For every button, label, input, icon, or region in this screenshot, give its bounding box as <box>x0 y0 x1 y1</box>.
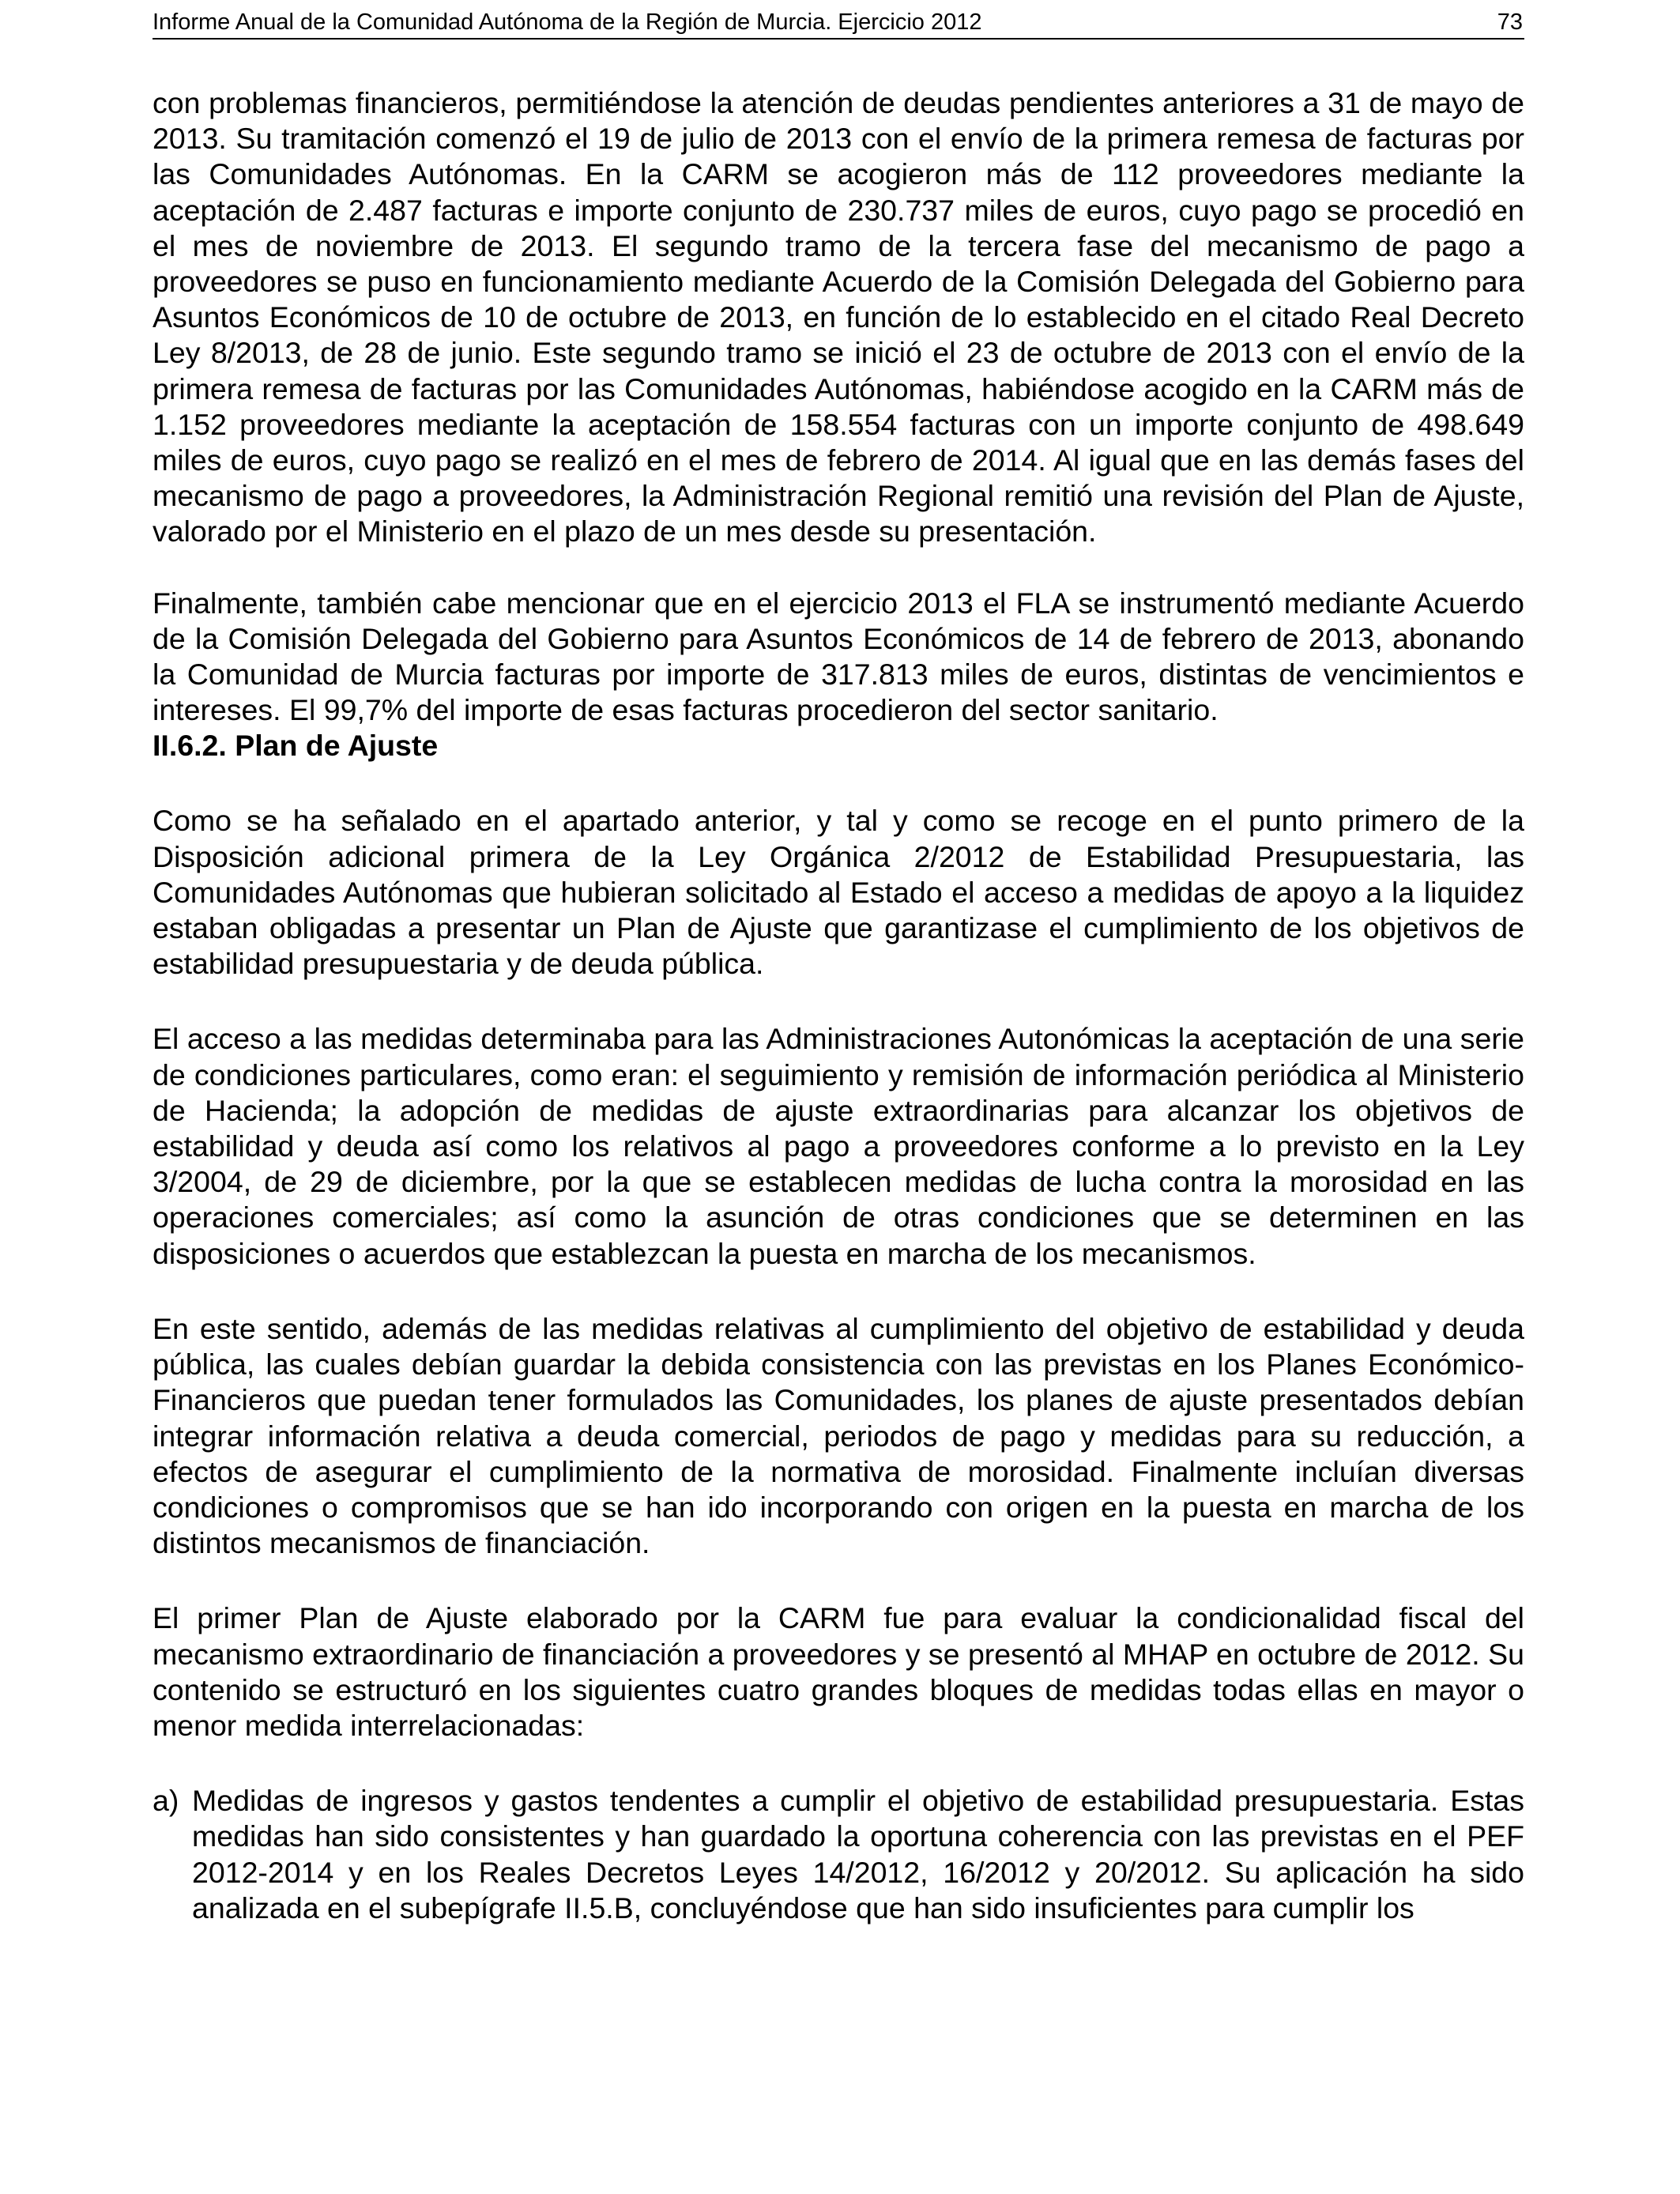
section-heading: II.6.2. Plan de Ajuste <box>153 729 439 763</box>
list-marker: a) <box>153 1784 179 1818</box>
page-header <box>153 8 1524 40</box>
paragraph-intro-2: Finalmente, también cabe mencionar que en el ejercicio 2013 el FLA se instrumentó mediante Acuerdo de la Comisión Delegada del Gobierno para Asuntos Económicos de 14 de febrero de 2013, abonando la Comunidad de Murcia facturas por importe de 317.813 miles de euros, distintas de vencimientos e intereses. El 99,7% del importe de esas facturas procedieron del sector sanitario. <box>153 586 1524 727</box>
page-number: 73 <box>1497 9 1523 35</box>
paragraph-section-2: El acceso a las medidas determinaba para las Administraciones Autonómicas la aceptación de una serie de condiciones particulares, como eran: el seguimiento y remisión de información periódica al Ministerio de Hacienda; la adopción de medidas de ajuste extraordinarias para alcanzar los objetivos de estabilidad y deuda así como los relativos al pago a proveedores conforme a lo previsto en la Ley 3/2004, de 29 de diciembre, por la que se establecen medidas de lucha contra la morosidad en las operaciones comerciales; así como la asunción de otras condiciones que se determinen en las disposiciones o acuerdos que establezcan la puesta en marcha de los mecanismos. <box>153 1022 1524 1270</box>
paragraph-section-4: El primer Plan de Ajuste elaborado por la CARM fue para evaluar la condicionalidad fiscal del mecanismo extraordinario de financiación a proveedores y se presentó al MHAP en octubre de 2012. Su contenido se estructuró en los siguientes cuatro grandes bloques de medidas todas ellas en mayor o menor medida interrelacionadas: <box>153 1601 1524 1742</box>
paragraph-intro-1: con problemas financieros, permitiéndose la atención de deudas pendientes anteriores a 31 de mayo de 2013. Su tramitación comenzó el 19 de julio de 2013 con el envío de la primera remesa de facturas por las Comunidades Autónomas. En la CARM se acogieron más de 112 proveedores mediante la aceptación de 2.487 facturas e importe conjunto de 230.737 miles de euros, cuyo pago se procedió en el mes de noviembre de 2013. El segundo tramo de la tercera fase del mecanismo de pago a proveedores se puso en funcionamiento mediante Acuerdo de la Comisión Delegada del Gobierno para Asuntos Económicos de 10 de octubre de 2013, en función de lo establecido en el citado Real Decreto Ley 8/2013, de 28 de junio. Este segundo tramo se inició el 23 de octubre de 2013 con el envío de la primera remesa de facturas por las Comunidades Autónomas, habiéndose acogido en la CARM más de 1.152 proveedores mediante la aceptación de 158.554 facturas con un importe conjunto de 498.649 miles de euros, cuyo pago se realizó en el mes de febrero de 2014. Al igual que en las demás fases del mecanismo de pago a proveedores, la Administración Regional remitió una revisión del Plan de Ajuste, valorado por el Ministerio en el plazo de un mes desde su presentación. <box>153 86 1524 548</box>
document-body <box>153 85 1524 1926</box>
paragraph-section-3: En este sentido, además de las medidas relativas al cumplimiento del objetivo de estabilidad y deuda pública, las cuales debían guardar la debida consistencia con las previstas en los Planes Económico-Financieros que puedan tener formulados las Comunidades, los planes de ajuste presentados debían integrar información relativa a deuda comercial, periodos de pago y medidas para su reducción, a efectos de asegurar el cumplimiento de la normativa de morosidad. Finalmente incluían diversas condiciones o compromisos que se han ido incorporando con origen en la puesta en marcha de los distintos mecanismos de financiación. <box>153 1311 1524 1560</box>
paragraph-section-1: Como se ha señalado en el apartado anterior, y tal y como se recoge en el punto primero de la Disposición adicional primera de la Ley Orgánica 2/2012 de Estabilidad Presupuestaria, las Comunidades Autónomas que hubieran solicitado al Estado el acceso a medidas de apoyo a la liquidez estaban obligadas a presentar un Plan de Ajuste que garantizase el cumplimiento de los objetivos de estabilidad presupuestaria y de deuda pública. <box>153 804 1524 981</box>
list-item-text: Medidas de ingresos y gastos tendentes a cumplir el objetivo de estabilidad presupuestaria. Estas medidas han sido consistentes y han guardado la oportuna coherencia con las previstas en el PEF 2012-2014 y en los Reales Decretos Leyes 14/2012, 16/2012 y 20/2012. Su aplicación ha sido analizada en el subepígrafe II.5.B, concluyéndose que han sido insuficientes para cumplir los <box>192 1784 1524 1924</box>
report-title: Informe Anual de la Comunidad Autónoma de la Región de Murcia. Ejercicio 2012 <box>153 9 982 35</box>
list-item <box>153 1783 1524 1926</box>
